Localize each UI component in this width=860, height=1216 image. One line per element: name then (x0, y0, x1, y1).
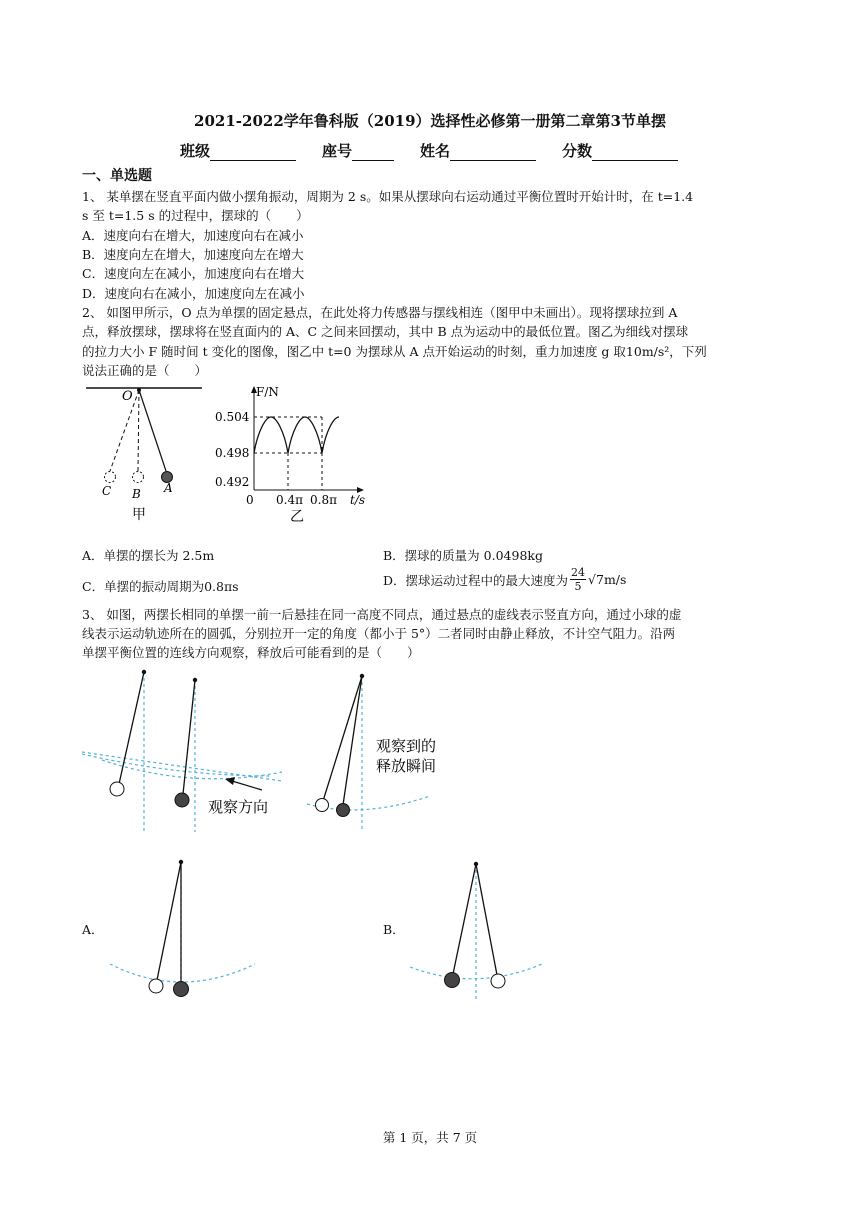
q3-option-a-figure (100, 852, 260, 1002)
q2-stem-line4: 说法正确的是（ ） (82, 363, 208, 378)
force-time-graph-yi (210, 382, 375, 527)
label-observe-direction: 观察方向 (208, 798, 269, 816)
q2-option-d-text: D．摆球运动过程中的最大速度为 (383, 572, 569, 588)
label-b: B (132, 487, 141, 501)
q2-option-b[interactable]: B．摆球的质量为 0.0498kg (383, 548, 543, 563)
fraction-denominator: 5 (574, 580, 582, 593)
tick-08pi: 0.8π (310, 493, 337, 507)
caption-jia: 甲 (132, 507, 146, 523)
class-label: 班级 (180, 142, 211, 160)
seat-label: 座号 (322, 142, 353, 160)
q1-option-b[interactable]: B．速度向左在增大，加速度向左在增大 (82, 247, 304, 262)
arc-a (110, 964, 255, 982)
q2-option-d[interactable] (383, 566, 626, 593)
tick-0492: 0.492 (215, 475, 250, 489)
tick-04pi: 0.4π (276, 493, 303, 507)
y-axis-label: F/N (256, 385, 279, 399)
page-footer: 第 1 页，共 7 页 (382, 1130, 478, 1145)
pendulum-figure-jia (82, 382, 212, 527)
arc-front (82, 754, 272, 776)
q2-option-d-unit: √7m/s (588, 572, 627, 587)
tick-0504: 0.504 (215, 410, 250, 424)
q3-stem-line1: 3、 如图，两摆长相同的单摆一前一后悬挂在同一高度不同点，通过悬点的虚线表示竖直方向，通过小球的虚 (82, 607, 682, 622)
string-a-white (157, 862, 181, 980)
ball-white (110, 782, 124, 796)
q1-stem-line2: s 至 t=1.5 s 的过程中，摆球的（ ） (82, 208, 309, 223)
class-field[interactable] (180, 140, 296, 161)
ball-c (105, 472, 116, 483)
fraction-numerator: 24 (571, 566, 586, 579)
ball-right-white (316, 799, 329, 812)
label-o: O (122, 389, 133, 404)
q3-stem-line3: 单摆平衡位置的连线方向观察，释放后可能看到的是（ ） (82, 645, 420, 660)
tick-0498: 0.498 (215, 446, 250, 460)
string-b-dark (453, 864, 476, 974)
section-heading: 一、单选题 (82, 168, 152, 184)
ball-b-dark (445, 973, 460, 988)
ball-b-white (491, 974, 505, 988)
fraction (570, 566, 586, 593)
score-field[interactable] (562, 140, 678, 161)
label-observed-1: 观察到的 (376, 737, 437, 755)
page-title: 2021-2022学年鲁科版（2019）选择性必修第一册第二章第3节单摆 (194, 112, 666, 130)
string-right-white (323, 676, 362, 801)
caption-yi: 乙 (290, 509, 304, 525)
q3-option-b[interactable]: B． (383, 922, 405, 937)
ball-a-dark (174, 982, 189, 997)
label-a: A (164, 481, 173, 495)
string-b-white (476, 864, 497, 975)
ball-a-white (149, 979, 163, 993)
student-info-line (180, 140, 740, 161)
direction-arrow-line (232, 781, 262, 790)
name-label: 姓名 (420, 142, 451, 160)
q3-stem-line2: 线表示运动轨迹所在的圆弧，分别拉开一定的角度（都小于 5°）二者同时由静止释放，不计空气阻力。沿两 (82, 626, 676, 641)
label-c: C (102, 484, 112, 498)
string-b (138, 390, 139, 471)
q2-option-c[interactable]: C．单摆的振动周期为0.8πs (82, 579, 239, 594)
q2-stem-line3: 的拉力大小 F 随时间 t 变化的图像，图乙中 t=0 为摆球从 A 点开始运动的时刻，重力加速度 g 取10m/s²，下列 (82, 344, 707, 359)
string-a (139, 390, 166, 471)
ball-b (133, 472, 144, 483)
q2-option-a[interactable]: A．单摆的摆长为 2.5m (82, 548, 215, 563)
q2-stem-line2: 点，释放摆球，摆球将在竖直面内的 A、C 之间来回摆动，其中 B 点为运动中的最低位置。图乙为细线对摆球 (82, 324, 689, 339)
string-back (183, 680, 195, 794)
q1-stem-line1: 1、 某单摆在竖直平面内做小摆角振动，周期为 2 s。如果从摆球向右运动通过平衡位置时开始计时，在 t=1.4 (82, 189, 694, 204)
x-axis-label: t/s (350, 493, 366, 507)
q3-option-a[interactable]: A． (82, 922, 104, 937)
score-label: 分数 (562, 142, 593, 160)
name-field[interactable] (420, 140, 536, 161)
q3-setup-figure (82, 664, 462, 834)
q1-option-a[interactable]: A．速度向右在增大，加速度向右在减小 (82, 228, 304, 243)
tick-origin: 0 (246, 493, 254, 507)
force-curve (254, 417, 339, 453)
q3-option-b-figure (400, 852, 560, 1002)
q1-option-d[interactable]: D．速度向右在减小，加速度向左在减小 (82, 286, 305, 301)
q1-option-c[interactable]: C．速度向左在减小，加速度向右在增大 (82, 266, 305, 281)
string-right-dark (343, 676, 362, 805)
q2-stem-line1: 2、 如图甲所示，O 点为单摆的固定悬点，在此处将力传感器与摆线相连（图甲中未画出）。现将摆球拉到 A (82, 305, 678, 320)
ball-right-dark (337, 804, 350, 817)
string-front (119, 672, 144, 784)
ball-dark (175, 793, 189, 807)
seat-field[interactable] (322, 140, 394, 161)
label-observed-2: 释放瞬间 (376, 757, 437, 775)
